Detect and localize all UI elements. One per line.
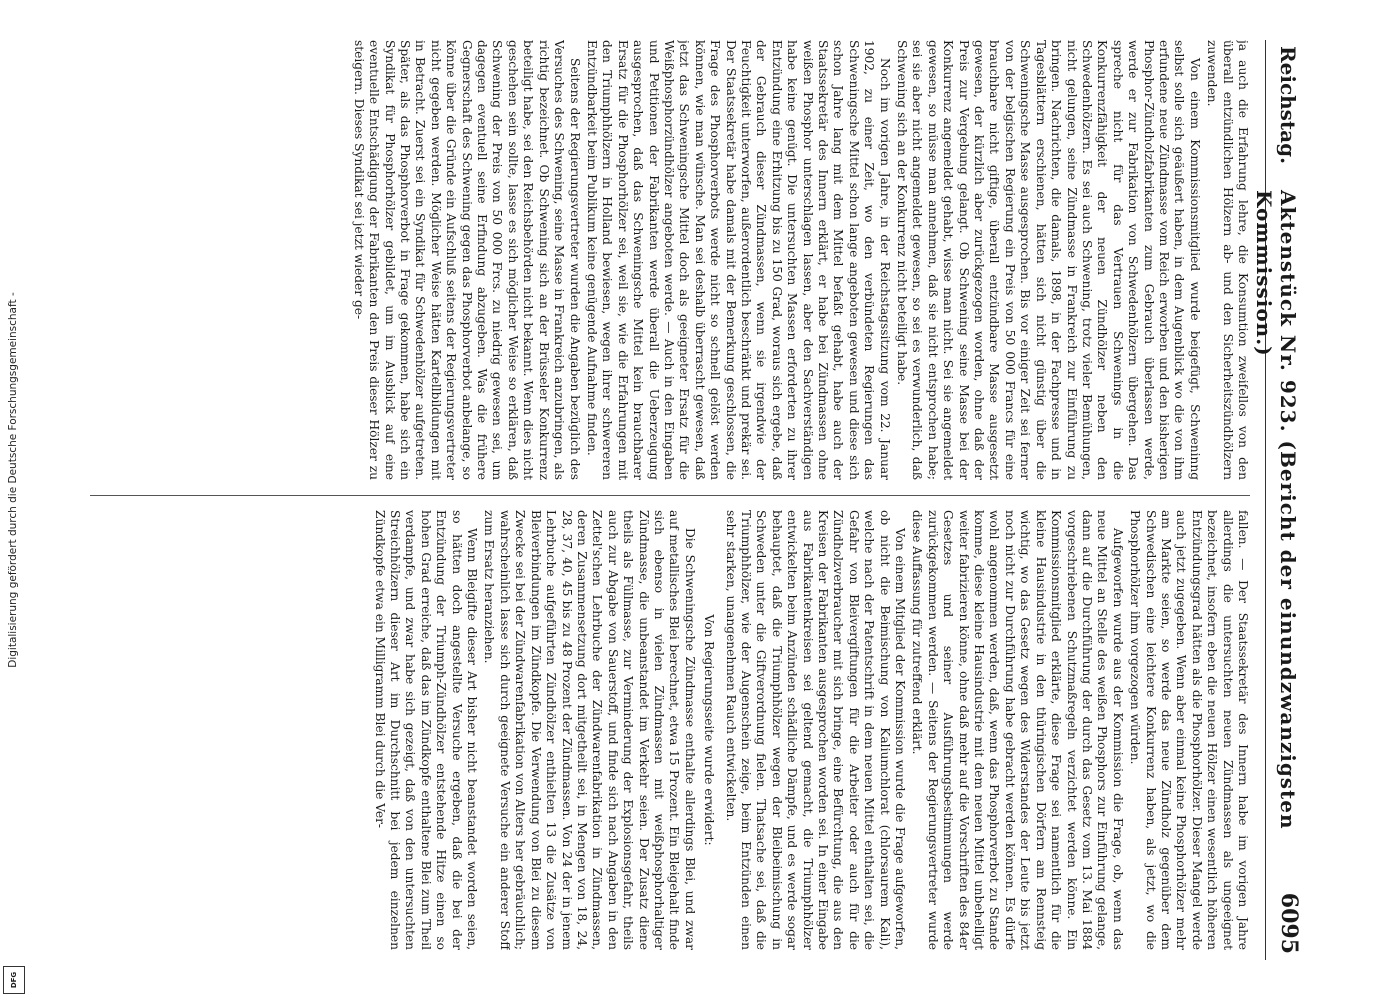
paragraph: Von einem Mitglied der Kommission wurde die Frage aufgeworfen, ob nicht die Beimischung von Kaliumchlorat (chlorsaurem Kali), welche nach der Patentschrift in dem neuen Mittel enthalten sei, die Gefahr von Bleivergiftungen für die Arbeiter oder auch für die Zündholzverbraucher mit sich bringe, eine Befürchtung, die aus den Kreisen der Fabrikanten ausgesprochen worden sei. In einer Eingabe aus Fabrikantenkreisen sei geltend gemacht, die Triumphhölzer entwickelten beim Anzünden schädliche Dämpfe, und es werde sogar behauptet, daß die Triumphhölzer wegen der Bleibeimischung in Schweden unter die Giftverordnung fielen. Thatsache sei, daß die Triumphhölzer, wie der Augenschein zeige, beim Entzünden einen sehr starken, unangenehmen Rauch entwickelten.	[723, 510, 908, 950]
header-section: Reichstag.	[1276, 46, 1300, 165]
column-divider	[90, 495, 1250, 496]
paragraph: Wenn Bleigifte dieser Art bisher nicht beanstandet worden seien, so hätten doch angestellte Versuche ergeben, daß die bei der Entzündung der Triumph-Zündhölzer entstehende Hitze einen so hohen Grad erreiche, daß das im Zündkopfe enthaltene Blei zum Theil verdampfe, und zwar habe sich gezeigt, daß von den untersuchten Streichhölzern dieser Art im Durchschnitt bei jedem einzelnen Zündkopfe etwa ein Milligramm Blei durch die Ver-	[372, 510, 480, 950]
paragraph-heading: Von Regierungsseite wurde erwidert:	[702, 614, 717, 846]
scanned-page	[70, 40, 1310, 960]
digitization-credit-text: Digitalisierung gefördert durch die Deutsche Forschungsgemeinschaft -	[7, 292, 19, 668]
digitization-credit-sidebar	[0, 0, 26, 1000]
paragraph: Seitens der Regierungsvertreter wurden die Angaben bezüglich des Versuches des Schwening, seine Masse in Frankreich anzubringen, als richtig bezeichnet. Ob Schwening sich an der Brüsseler Konkurrenz beteiligt habe, sei den Reichsbehörden nicht bekannt. Wenn dies nicht geschehen sein sollte, lasse es sich möglicher Weise so erklären, daß Schwening der Preis von 50 000 Frcs. zu niedrig gewesen sei, um dagegen eventuell seine Erfindung abzugeben. Was die frühere Gegnerschaft des Schwening gegen das Phosphorverbot anbelange, so könne über die Gründe ein Aufschluß seitens der Regierungsvertreter nicht gegeben werden. Möglicher Weise hätten Kartellbildungen mit in Betracht. Zuerst sei ein Syndikat für Schwedenhölzer aufgetreten. Später, als das Phosphorverbot in Frage gekommen, habe sich ein Syndikat für Phosphorhölzer gebildet, um im Ausblick auf eine eventuelle Entschädigung der Fabrikanten den Preis dieser Hölzer zu steigern. Dieses Syndikat sei jetzt wieder ge-	[351, 40, 582, 480]
right-column	[80, 510, 1250, 950]
dfg-logo-text: DFG	[10, 971, 18, 989]
page-number: 6095	[1276, 892, 1302, 954]
scanned-page-area	[70, 40, 1310, 960]
dfg-logo-icon	[3, 966, 25, 994]
paragraph: Aufgeworfen wurde aus der Kommission die Frage, ob, wenn das neue Mittel an Stelle des weißen Phosphors zur Einführung gelange, dann auf die Durchführung der durch das Gesetz vom 13. Mai 1884 vorgeschriebenen Schutzmaßregeln verzichtet werden könne. Ein Kommissionsmitglied erklärte, diese Frage sei namentlich für die kleine Hausindustrie in den thüringischen Dörfern am Rennsteig wichtig, wo das Gesetz wegen des Widerstandes der Leute bis jetzt noch nicht zur Durchführung habe gebracht werden können. Es dürfe wohl angenommen werden, daß, wenn das Phosphorverbot zu Stande komme, diese kleine Hausindustrie mit dem neuen Mittel unbehelligt weiter fabrizieren könne, ohne daß mehr auf die Vorschriften des 84er Gesetzes und seiner Ausführungsbestimmungen werde zurückgekommen werden. — Seitens der Regierungsvertreter wurde diese Auffassung für zutreffend erklärt.	[910, 510, 1125, 950]
paragraph: ja auch die Erfahrung lehre, die Konsumtion zweifellos von den überall entzündlichen Hölzern ab- und den Sicherheitszündhölzern zuwenden.	[1205, 40, 1250, 480]
page-header	[1252, 40, 1310, 960]
paragraph: Noch im vorigen Jahre, in der Reichstagssitzung vom 22. Januar 1902, zu einer Zeit, wo den verbündeten Regierungen das Schweningsche Mittel schon lange angeboten gewesen und diese sich schon Jahre lang mit dem Mittel befaßt gehabt, habe auch der Staatssekretär des Innern erklärt, er habe bei Zündmassen ohne weißen Phosphor unterschlagen lassen, aber den Sachverständigen habe keine genügt. Die untersuchten Massen erforderten zu ihrer Entzündung eine Erhitzung bis zu 150 Grad, woraus sich ergebe, daß der Gebrauch dieser Zündmassen, wenn sie irgendwie der Feuchtigkeit unterworfen, außerordentlich beschränkt und prekär sei. Der Staatssekretär habe damals mit der Bemerkung geschlossen, die Frage des Phosphorverbots werde nicht so schnell gelöst werden können, wie man wünsche. Man sei deshalb überrascht gewesen, daß jetzt das Schweningsche Mittel doch als geeigneter Ersatz für die Weißphosphorzündhölzer angeboten werde. — Auch in den Eingaben und Petitionen der Fabrikanten werde überall die Ueberzeugung ausgesprochen, daß das Schweningsche Mittel kein brauchbarer Ersatz für die Phosphorhölzer sei, weil sie, wie die Erfahrungen mit den Triumphhölzern in Holland bewiesen, wegen ihrer schwereren Entzündbarkeit beim Publikum keine genügende Aufnahme finden.	[584, 40, 892, 480]
header-title: Aktenstück Nr. 923. (Bericht der einundzwanzigsten Kommission.)	[1252, 190, 1300, 830]
paragraph: fallen. — Der Staatssekretär des Innern habe im vorigen Jahre allerdings die untersuchten neuen Zündmassen als ungeeignet bezeichnet, insofern eben die neuen Hölzer einen wesentlich höheren Entzündungsgrad hätten als die Phosphorhölzer. Dieser Mangel werde auch jetzt zugegeben. Wenn aber einmal keine Phosphorhölzer mehr am Markte seien, so werde das neue Zündholz gegenüber dem Schwedischen eine leichtere Konkurrenz haben, als jetzt, wo die Phosphorhölzer ihm vorgezogen würden.	[1128, 510, 1250, 950]
left-column	[80, 40, 1250, 480]
paragraph: Die Schweningsche Zündmasse enthalte allerdings Blei, und zwar auf metallisches Blei berechnet, etwa 15 Prozent. Ein Bleigehalt finde sich ebenso in vielen Zündmassen mit weißphosphorhaltiger Zündmasse, die unbeanstandet im Verkehr seien. Der Zusatz diene theils als Füllmasse, zur Verminderung der Explosionsgefahr, theils auch zur Abgabe von Sauerstoff, und finde sich nach Angaben in den Zettel'schen Lehrbuche der Zündwarenfabrikation in Zündmassen, deren Zusammensetzung dort mitgetheilt sei, in Mengen von 18, 24, 28, 37, 40, 45 bis zu 48 Prozent der Zündmassen. Von 24 der in jenem Lehrbuche aufgeführten Zündhölzer enthielten 13 die Zusätze von Bleiverbindungen im Zündkopfe. Die Verwendung von Blei zu diesem Zwecke sei bei der Zündwarenfabrikation von Alters her gebräuchlich; wahrscheinlich lasse sich durch geeignete Versuche ein anderer Stoff zum Ersatz heranziehen.	[482, 510, 697, 950]
paragraph: Von einem Kommissionsmitglied wurde beigefügt, Schweninng selbst solle sich geäußert haben, in dem Augenblick wo die von ihm erfundene neue Zündmasse vom Reich erworben und den bisherigen Phosphor-Zündholzfabrikanten zum Gebrauch überlassen werde, werde er zur Fabrikation von Schwedenhölzern übergehen. Das spreche nicht für das Vertrauen Schwenings in die Konkurrenzfähigkeit der neuen Zündhölzer neben den Schwedenhölzern. Es sei auch Schwening, trotz vieler Bemühungen, nicht gelungen, seine Zündmasse in Frankreich zur Einführung zu bringen. Nachrichten, die damals, 1898, in der Fachpresse und in Tagesblättern erschienen, hätten sich nicht günstig über die Schweningsche Masse ausgesprochen. Bis vor einiger Zeit sei ferner von der belgischen Regierung ein Preis von 50 000 Francs für eine brauchbare nicht giftige, überall entzündbare Masse ausgesetzt gewesen, der kürzlich aber zurückgezogen worden, ohne daß der Preis zur Vergebung gelangt. Ob Schwening seine Masse bei der Konkurrenz angemeldet gehabt, wisse man nicht. Sei sie angemeldet gewesen, so müsse man annehmen, daß sie nicht entsprochen habe; sei sie aber nicht angemeldet gewesen, so sei es verwunderlich, daß Schwening sich an der Konkurrenz nicht beteiligt habe.	[895, 40, 1202, 480]
